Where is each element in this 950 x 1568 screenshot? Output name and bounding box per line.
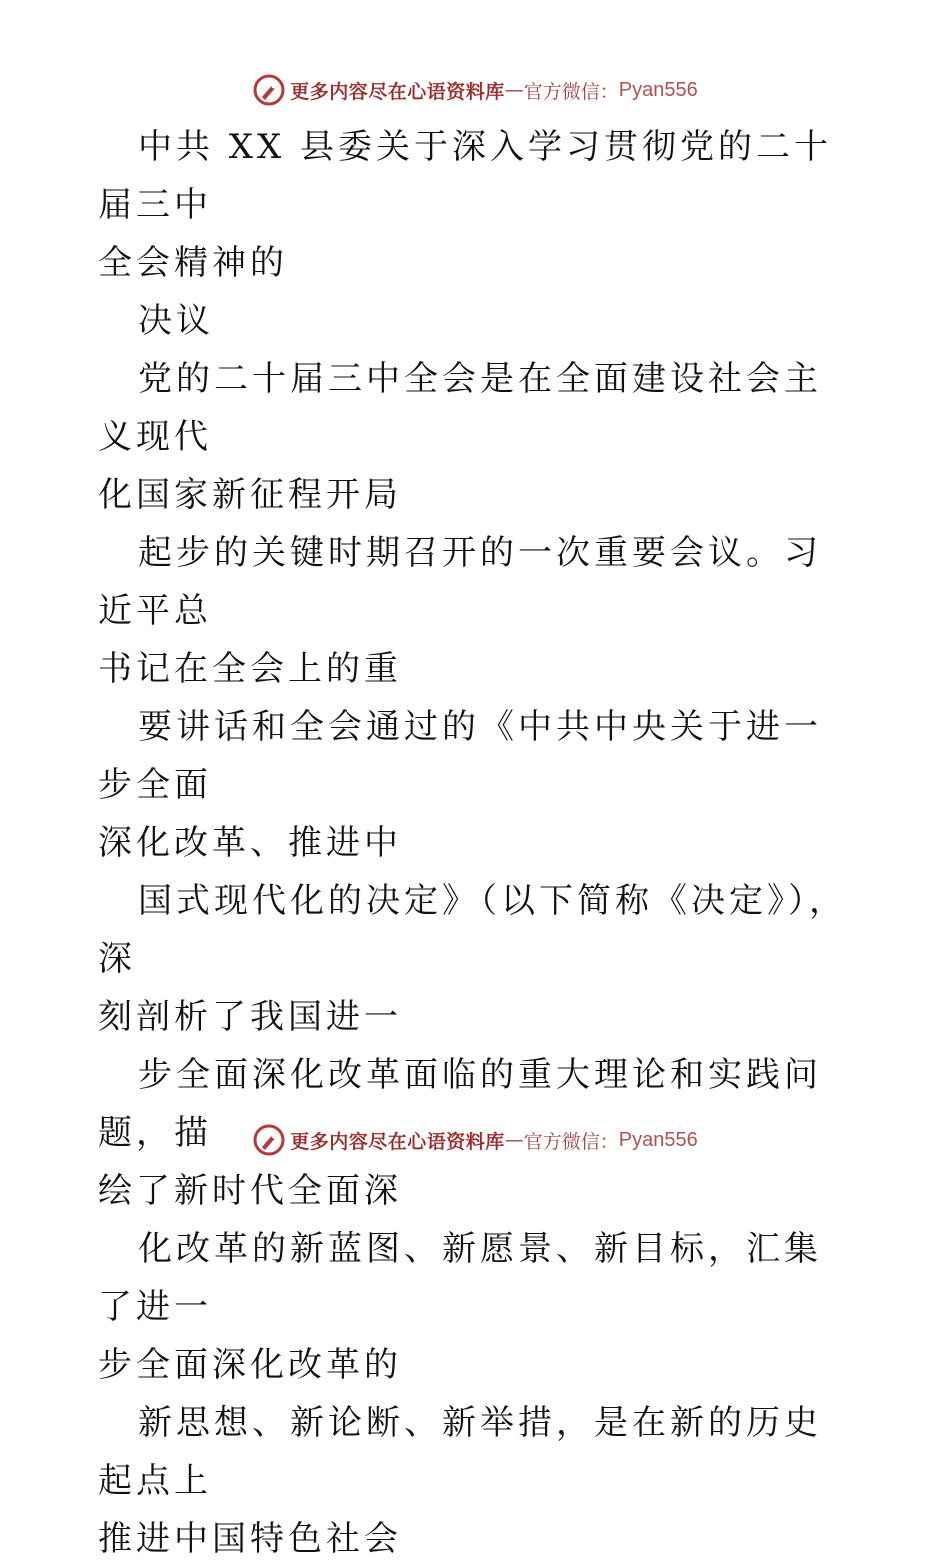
line-continuation: 全会精神的: [98, 243, 288, 283]
line-continuation: 化国家新征程开局: [98, 475, 402, 515]
header-banner: [0, 70, 950, 110]
banner-separator: —: [504, 79, 524, 101]
paragraph: [98, 118, 858, 292]
banner-wechat-id: Pyan556: [618, 78, 698, 101]
paragraph: [98, 1394, 858, 1568]
line: 新思想、新论断、新举措，是在新的历史起点上: [98, 1403, 822, 1501]
line-continuation: 深化改革、推进中: [98, 823, 402, 863]
paragraph: [98, 350, 858, 524]
line-continuation: 绘了新时代全面深: [98, 1171, 402, 1211]
paragraph: [98, 872, 858, 1046]
line-continuation: 书记在全会上的重: [98, 649, 402, 689]
line-continuation: 刻剖析了我国进一: [98, 997, 402, 1037]
line: 党的二十届三中全会是在全面建设社会主义现代: [98, 359, 822, 457]
paragraph: [98, 698, 858, 872]
banner-wechat-id: Pyan556: [618, 1128, 698, 1151]
line: 中共 XX 县委关于深入学习贯彻党的二十届三中: [98, 127, 833, 225]
paragraph: [98, 292, 858, 350]
line: 要讲话和全会通过的《中共中央关于进一步全面: [98, 707, 822, 805]
paragraph: [98, 524, 858, 698]
line: 起步的关键时期召开的一次重要会议。习近平总: [98, 533, 822, 631]
banner-wechat-label: 官方微信：: [523, 80, 619, 103]
footer-banner: [0, 1120, 950, 1160]
paragraph: [98, 1220, 858, 1394]
line: 决议: [138, 301, 214, 341]
document-body: [98, 118, 858, 1568]
pen-nib-icon: [252, 73, 286, 107]
banner-separator: —: [504, 1129, 524, 1151]
line: 步全面深化改革面临的重大理论和实践问题，描: [98, 1055, 822, 1153]
banner-wechat-label: 官方微信：: [523, 1130, 619, 1153]
banner-main-text: 更多内容尽在心语资料库: [290, 80, 505, 103]
pen-nib-icon: [252, 1123, 286, 1157]
line-continuation: 步全面深化改革的: [98, 1345, 402, 1385]
line: 国式现代化的决定》（以下简称《决定》），深: [98, 881, 847, 979]
line: 化改革的新蓝图、新愿景、新目标，汇集了进一: [98, 1229, 822, 1327]
line-continuation: 推进中国特色社会: [98, 1519, 402, 1559]
banner-main-text: 更多内容尽在心语资料库: [290, 1130, 505, 1153]
